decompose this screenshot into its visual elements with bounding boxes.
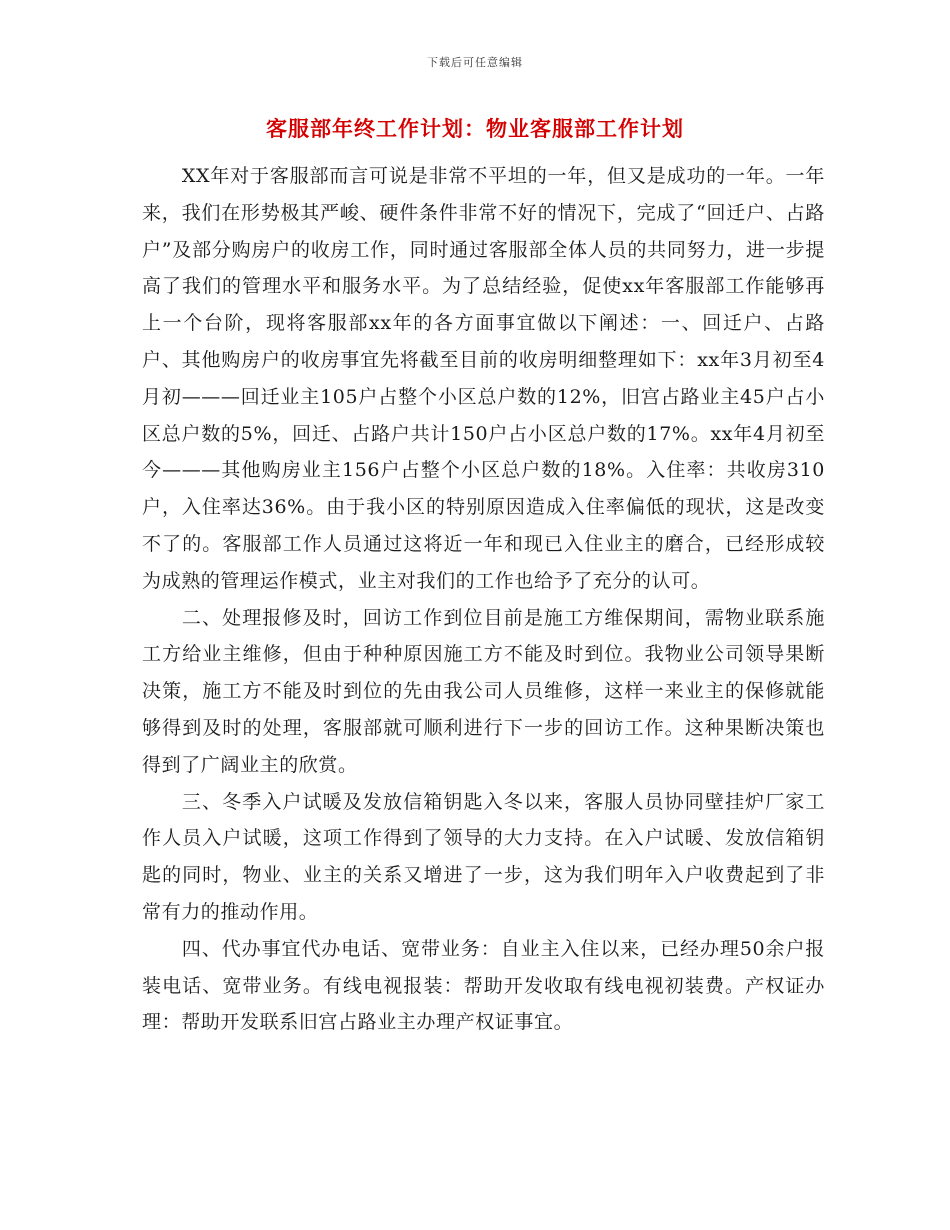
paragraph-2: 二、处理报修及时，回访工作到位目前是施工方维保期间，需物业联系施工方给业主维修，但由于种种原因施工方不能及时到位。我物业公司领导果断决策，施工方不能及时到位的先由我公司人员维修，这样一来业主的保修就能够得到及时的处理，客服部就可顺利进行下一步的回访工作。这种果断决策也得到了广阔业主的欣赏。 xyxy=(142,606,825,776)
paragraph-1: XX年对于客服部而言可说是非常不平坦的一年，但又是成功的一年。一年来，我们在形势极其严峻、硬件条件非常不好的情况下，完成了“回迁户、占路户”及部分购房户的收房工作，同时通过客服部全体人员的共同努力，进一步提高了我们的管理水平和服务水平。为了总结经验，促使xx年客服部工作能够再上一个台阶，现将客服部xx年的各方面事宜做以下阐述：一、回迁户、占路户、其他购房户的收房事宜先将截至目前的收房明细整理如下：xx年3月初至4月初———回迁业主105户占整个小区总户数的12%，旧宫占路业主45户占小区总户数的5%，回迁、占路户共计150户占小区总户数的17%。xx年4月初至今———其他购房业主156户占整个小区总户数的18%。入住率：共收房310户，入住率达36%。由于我小区的特别原因造成入住率偏低的现状，这是改变不了的。客服部工作人员通过这将近一年和现已入住业主的磨合，已经形成较为成熟的管理运作模式，业主对我们的工作也给予了充分的认可。 xyxy=(142,165,825,592)
header-note: 下载后可任意编辑 xyxy=(427,56,523,69)
document-body xyxy=(142,158,825,1041)
paragraph-3: 三、冬季入户试暖及发放信箱钥匙入冬以来，客服人员协同壁挂炉厂家工作人员入户试暖，这项工作得到了领导的大力支持。在入户试暖、发放信箱钥匙的同时，物业、业主的关系又增进了一步，这为我们明年入户收费起到了非常有力的推动作用。 xyxy=(142,790,825,923)
document-title: 客服部年终工作计划：物业客服部工作计划 xyxy=(266,117,684,141)
paragraph-4: 四、代办事宜代办电话、宽带业务：自业主入住以来，已经办理50余户报装电话、宽带业务。有线电视报装：帮助开发收取有线电视初装费。产权证办理：帮助开发联系旧宫占路业主办理产权证事宜。 xyxy=(142,937,825,1034)
